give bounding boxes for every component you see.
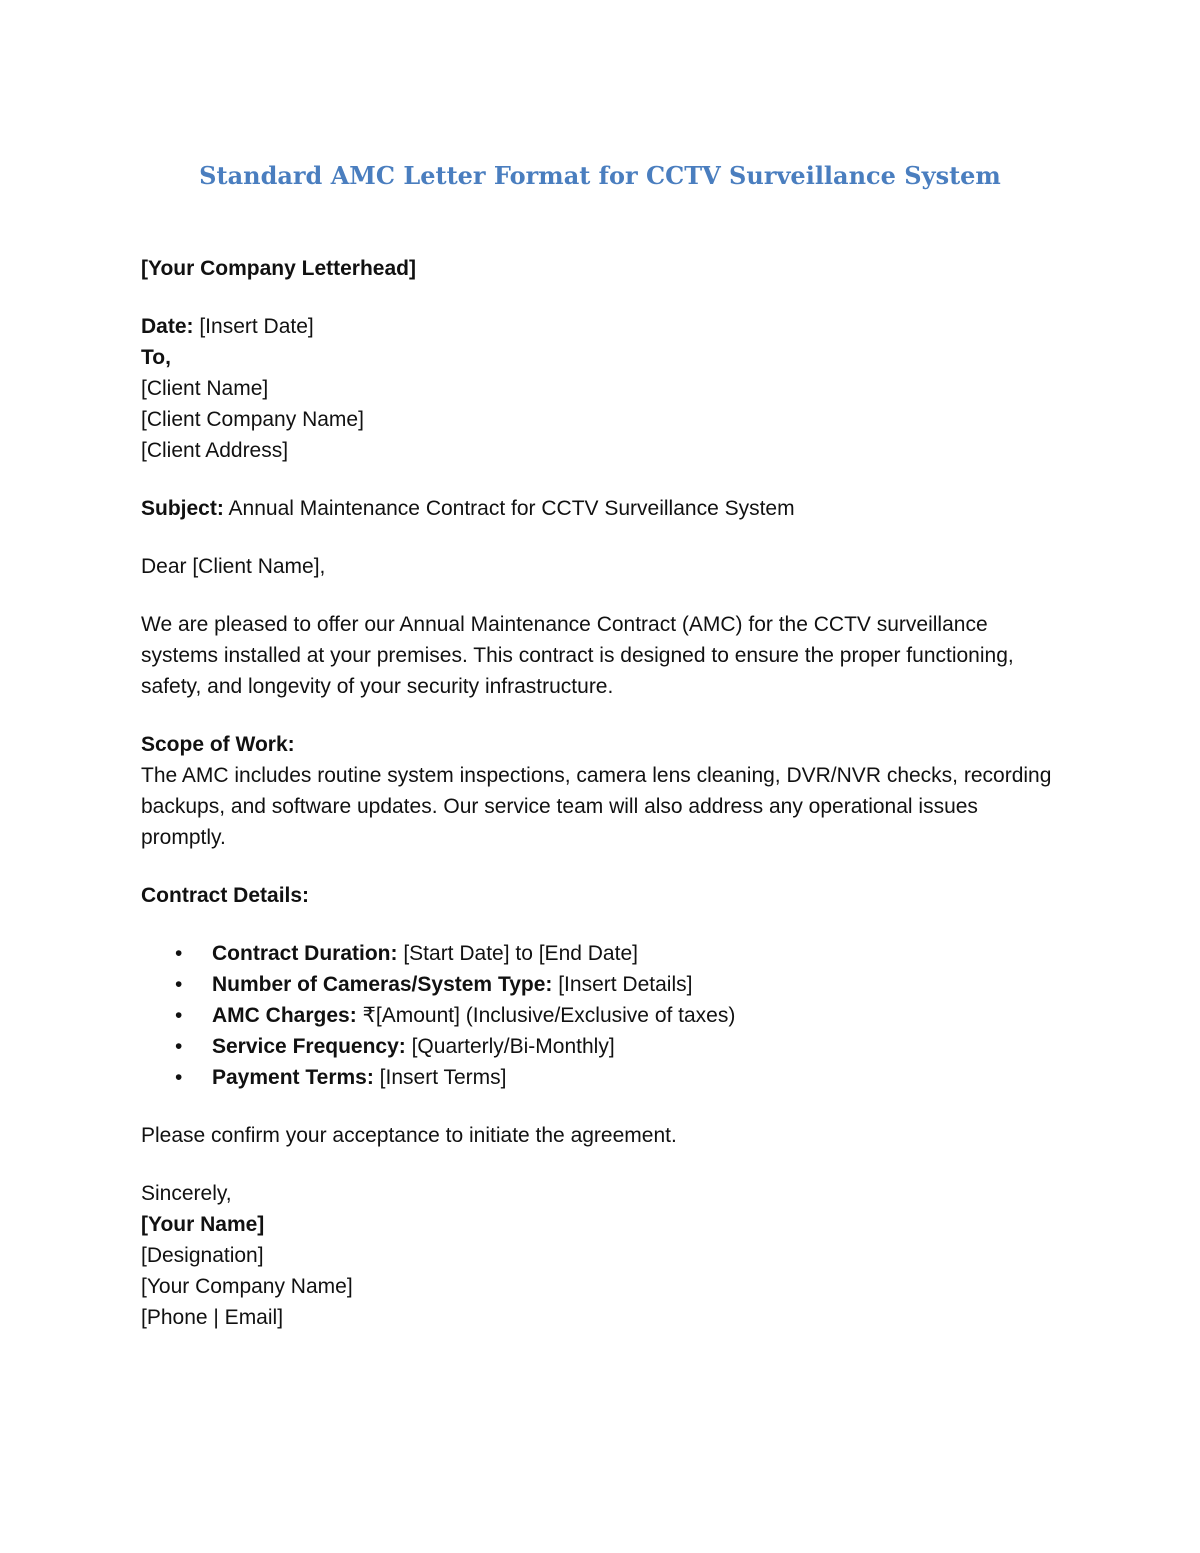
closing-line: Please confirm your acceptance to initiate the agreement.	[141, 1124, 677, 1147]
detail-value: [Insert Terms]	[373, 1066, 507, 1089]
recipient-client-name: [Client Name]	[141, 377, 269, 400]
scope-heading: Scope of Work:	[141, 733, 295, 756]
list-item-cameras-system-type	[141, 969, 1061, 1000]
spacer	[141, 853, 1061, 880]
recipient-client-address: [Client Address]	[141, 439, 289, 462]
detail-label: AMC Charges:	[212, 1004, 357, 1027]
salutation: Dear [Client Name],	[141, 555, 326, 578]
spacer	[141, 702, 1061, 729]
contract-details-list	[141, 938, 1061, 1093]
scope-paragraph: The AMC includes routine system inspections, camera lens cleaning, DVR/NVR checks, recording backups, and software updates. Our service team will also address any operational issues promptly.	[141, 764, 1052, 849]
spacer	[141, 284, 1061, 311]
subject-value: Annual Maintenance Contract for CCTV Surveillance System	[223, 497, 795, 520]
to-label: To,	[141, 346, 171, 369]
signature-contact: [Phone | Email]	[141, 1306, 284, 1329]
bullet-icon: •	[175, 1035, 183, 1058]
detail-value: [Insert Details]	[552, 973, 693, 996]
date-value: [Insert Date]	[193, 315, 314, 338]
signoff: Sincerely,	[141, 1182, 232, 1205]
spacer	[141, 582, 1061, 609]
bullet-icon: •	[175, 942, 183, 965]
bullet-icon: •	[175, 1066, 183, 1089]
bullet-icon: •	[175, 973, 183, 996]
list-item-contract-duration	[141, 938, 1061, 969]
intro-paragraph: We are pleased to offer our Annual Maintenance Contract (AMC) for the CCTV surveillance systems installed at your premises. This contract is designed to ensure the proper functioning, safety, and longevity of your security infrastructure.	[141, 613, 1014, 698]
signature-designation: [Designation]	[141, 1244, 264, 1267]
list-item-service-frequency	[141, 1031, 1061, 1062]
detail-label: Payment Terms:	[212, 1066, 374, 1089]
letter-body	[141, 253, 1061, 1333]
letterhead-placeholder: [Your Company Letterhead]	[141, 257, 416, 280]
detail-label: Contract Duration:	[212, 942, 398, 965]
date-line	[141, 311, 1061, 342]
spacer	[141, 524, 1061, 551]
spacer	[141, 1093, 1061, 1120]
list-item-amc-charges	[141, 1000, 1061, 1031]
spacer	[141, 466, 1061, 493]
detail-value: [Quarterly/Bi-Monthly]	[405, 1035, 615, 1058]
signature-name: [Your Name]	[141, 1213, 265, 1236]
subject-label: Subject:	[141, 497, 224, 520]
document-title: Standard AMC Letter Format for CCTV Surveillance System	[199, 161, 1001, 190]
list-item-payment-terms	[141, 1062, 1061, 1093]
detail-value: ₹[Amount] (Inclusive/Exclusive of taxes)	[356, 1004, 736, 1027]
recipient-client-company: [Client Company Name]	[141, 408, 364, 431]
date-label: Date:	[141, 315, 194, 338]
detail-label: Number of Cameras/System Type:	[212, 973, 553, 996]
spacer	[141, 1151, 1061, 1178]
detail-label: Service Frequency:	[212, 1035, 406, 1058]
bullet-icon: •	[175, 1004, 183, 1027]
subject-line	[141, 493, 1061, 524]
detail-value: [Start Date] to [End Date]	[397, 942, 638, 965]
spacer	[141, 911, 1061, 938]
contract-heading: Contract Details:	[141, 884, 310, 907]
signature-company: [Your Company Name]	[141, 1275, 353, 1298]
